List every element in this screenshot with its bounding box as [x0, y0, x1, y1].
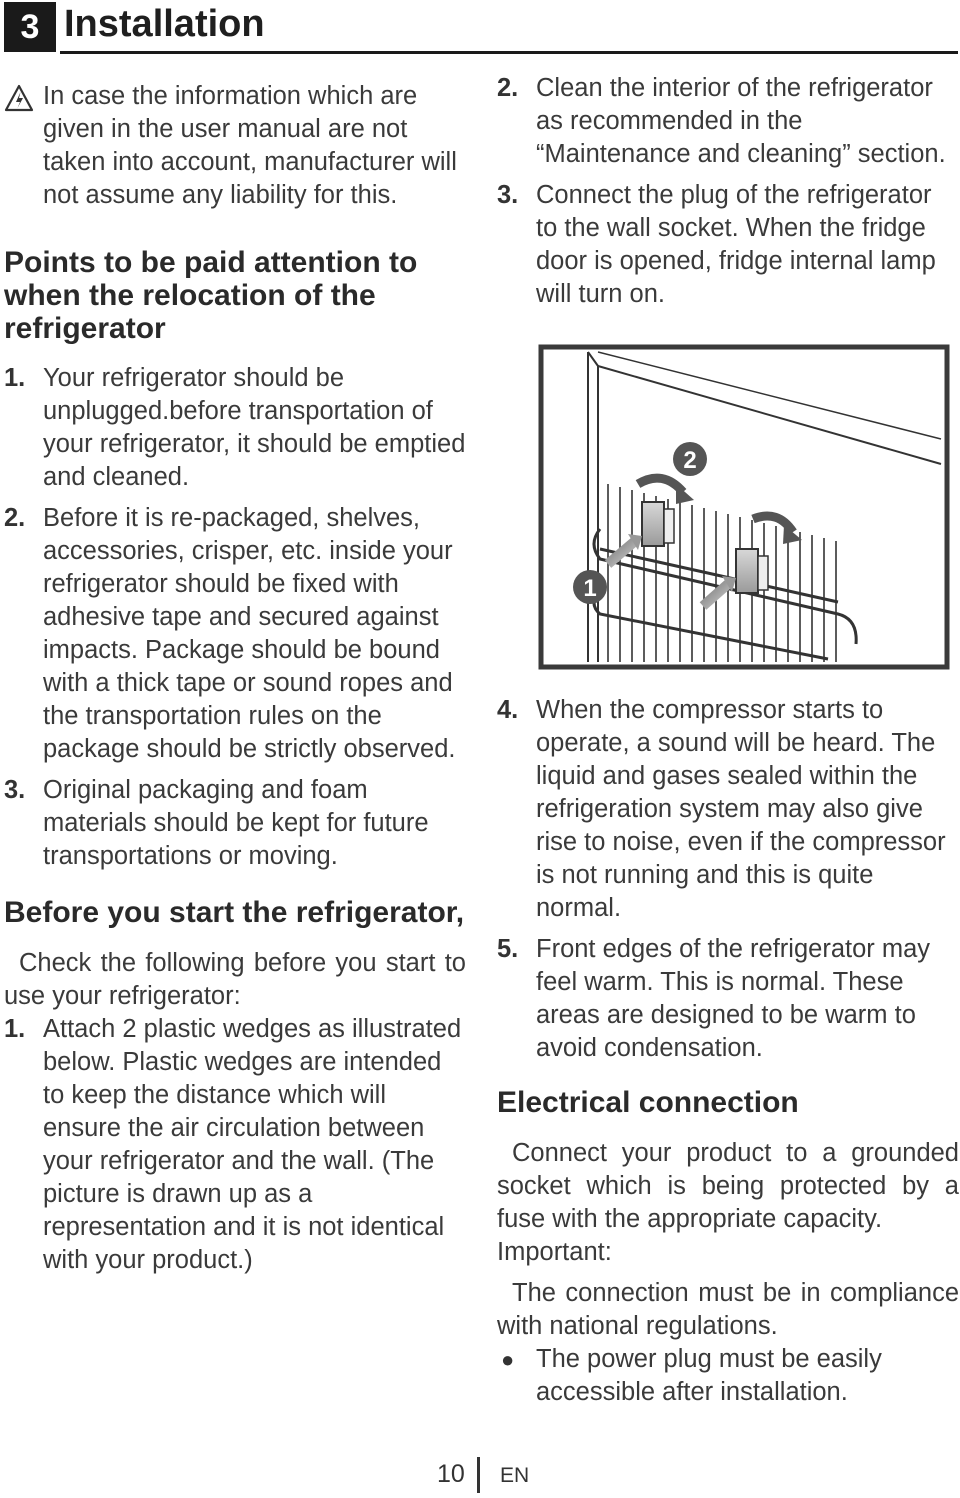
list-item [4, 502, 466, 766]
item-text: When the compressor starts to operate, a sound will be heard. The liquid and gases sealed within the refrigeration system may also give rise to noise, even if the compressor is not running and this is quite normal. [536, 696, 946, 922]
callout-1-label: 1 [583, 575, 597, 602]
chapter-header [4, 0, 958, 55]
item-text: Original packaging and foam materials should be kept for future transportations or moving. [43, 776, 429, 870]
item-number: 1. [4, 1015, 26, 1043]
list-item [497, 72, 959, 171]
item-text: Attach 2 plastic wedges as illustrated below. Plastic wedges are intended to keep the distance which will ensure the air circulation between your refrigerator and the wall. (The picture is drawn up as a representation and it is not identical with your product.) [43, 1015, 462, 1274]
item-text: Your refrigerator should be unplugged.before transportation of your refrigerator, it should be emptied and cleaned. [43, 364, 466, 491]
chapter-title: Installation [64, 3, 265, 45]
warning-notice [4, 80, 466, 212]
start-intro: Check the following before you start to use your refrigerator: [4, 949, 466, 1010]
left-column [4, 80, 466, 1277]
item-number: 3. [4, 776, 26, 804]
item-text: Before it is re-packaged, shelves, accessories, crisper, etc. inside your refrigerator should be fixed with adhesive tape and secured against impacts. Package should be bound with a thick tape or sound ropes and the transportation rules on the package should be strictly observed. [43, 504, 456, 763]
relocation-list [4, 362, 466, 873]
list-item [4, 362, 466, 494]
footer-divider [477, 1457, 480, 1493]
bullet-item [497, 1343, 959, 1409]
list-item [497, 694, 959, 925]
list-item [4, 774, 466, 873]
electrical-text: Connect your product to a grounded socket which is being protected by a fuse with the appropriate capacity. [497, 1139, 959, 1233]
language-code: EN [500, 1464, 530, 1487]
list-item [4, 1013, 466, 1277]
item-number: 2. [497, 74, 519, 102]
important-label: Important: [497, 1238, 612, 1266]
item-number: 1. [4, 364, 26, 392]
chapter-rule [60, 51, 958, 54]
right-column [497, 72, 959, 1409]
wedge-2 [736, 549, 768, 593]
electrical-heading: Electrical connection [497, 1086, 799, 1119]
warning-text: In case the information which are given in the user manual are not taken into account, manufacturer will not assume any liability for this. [43, 82, 457, 209]
page-footer [0, 1454, 960, 1494]
page-number: 10 [437, 1460, 465, 1488]
bullet-icon: ● [501, 1347, 515, 1372]
item-number: 3. [497, 181, 519, 209]
list-item [497, 179, 959, 311]
warning-icon [4, 84, 34, 112]
item-text: Clean the interior of the refrigerator as recommended in the “Maintenance and cleaning” section. [536, 74, 946, 168]
start-heading: Before you start the refrigerator, [4, 896, 465, 929]
compressor-list [497, 694, 959, 1065]
item-number: 5. [497, 935, 519, 963]
list-item [497, 933, 959, 1065]
relocation-heading: Points to be paid attention to when the relocation of the refrigerator [4, 246, 418, 345]
chapter-number: 3 [4, 2, 56, 52]
callout-2-label: 2 [683, 447, 697, 474]
item-number: 2. [4, 504, 26, 532]
compliance-text: The connection must be in compliance with national regulations. [497, 1279, 959, 1340]
wedge-illustration [538, 344, 950, 670]
item-number: 4. [497, 696, 519, 724]
item-text: Front edges of the refrigerator may feel warm. This is normal. These areas are designed to be warm to avoid condensation. [536, 935, 931, 1062]
wedge-1 [642, 502, 674, 546]
item-text: Connect the plug of the refrigerator to the wall socket. When the fridge door is opened, fridge internal lamp will turn on. [536, 181, 936, 308]
bullet-text: The power plug must be easily accessible after installation. [536, 1345, 882, 1406]
